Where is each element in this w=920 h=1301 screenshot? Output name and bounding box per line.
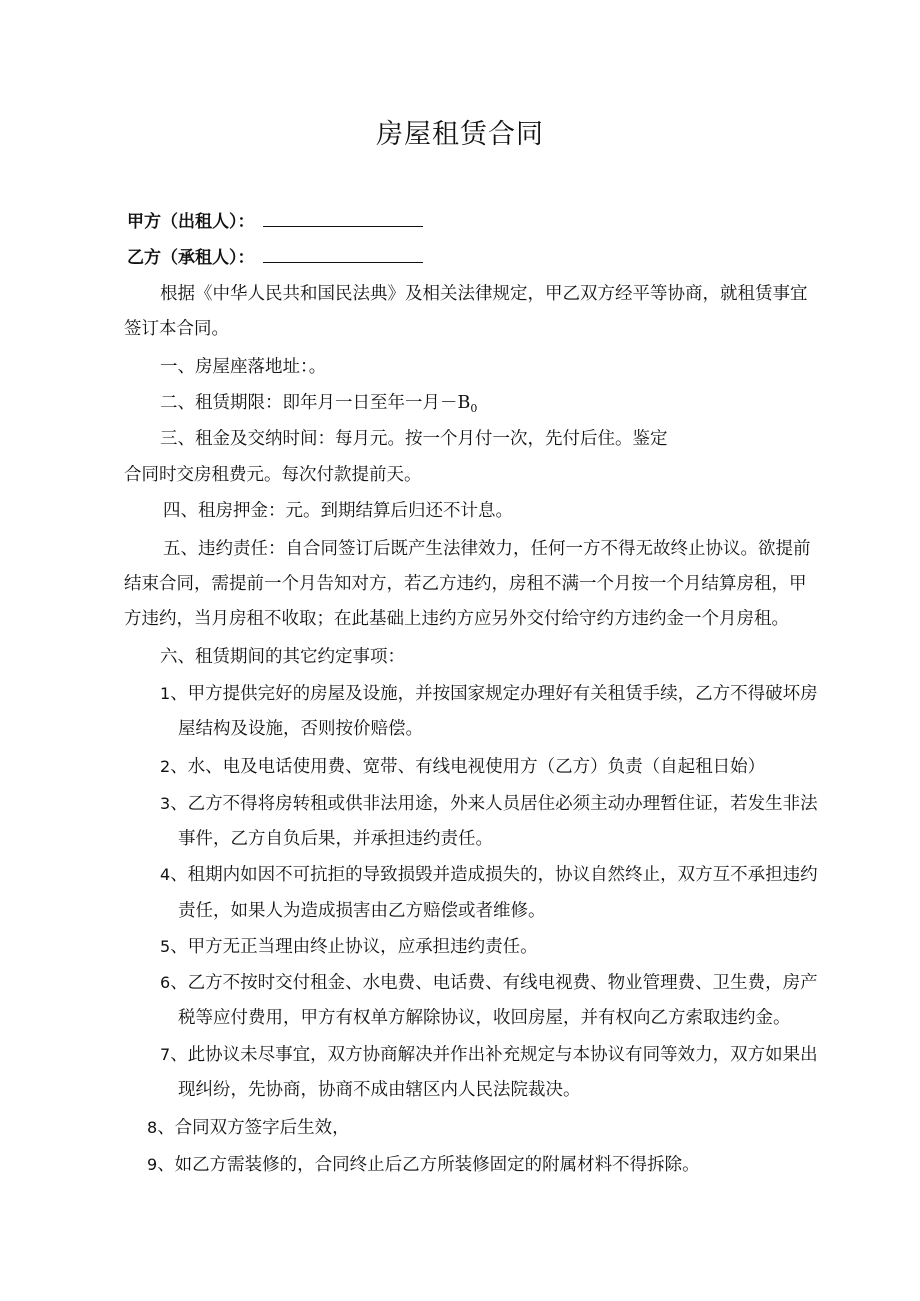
item-text: 、乙方不按时交付租金、水电费、电话费、有线电视费、物业管理费、卫生费，房产 bbox=[170, 973, 818, 993]
party-b-label: 乙方（承租人）： bbox=[127, 248, 255, 268]
section-2-term bbox=[160, 391, 477, 421]
item-continuation: 屋结构及设施，否则按价赔偿。 bbox=[178, 719, 423, 739]
list-item bbox=[160, 792, 818, 816]
party-b-blank bbox=[263, 244, 423, 263]
item-number: 7 bbox=[160, 1045, 171, 1064]
item-continuation: 税等应付费用，甲方有权单方解除协议，收回房屋，并有权向乙方索取违约金。 bbox=[178, 1008, 791, 1028]
item-text: 、合同双方签字后生效， bbox=[157, 1118, 350, 1138]
item-number: 3 bbox=[160, 794, 171, 813]
item-text: 、乙方不得将房转租或供非法用途，外来人员居住必须主动办理暂住证，若发生非法 bbox=[170, 794, 818, 814]
list-item bbox=[160, 863, 818, 887]
item-text: 、此协议未尽事宜，双方协商解决并作出补充规定与本协议有同等效力，双方如果出 bbox=[170, 1045, 818, 1065]
item-number: 5 bbox=[160, 937, 171, 956]
item-continuation: 事件，乙方自负后果，并承担违约责任。 bbox=[178, 829, 493, 849]
party-b-row bbox=[127, 244, 423, 270]
list-item bbox=[147, 1116, 350, 1140]
section-5-line-3: 方违约，当月房租不收取；在此基础上违约方应另外交付给守约方违约金一个月房租。 bbox=[124, 609, 789, 629]
item-text: 、甲方提供完好的房屋及设施，并按国家规定办理好有关租赁手续，乙方不得破坏房 bbox=[170, 684, 818, 704]
intro-line-1: 根据《中华人民共和国民法典》及相关法律规定，甲乙双方经平等协商，就租赁事宜 bbox=[160, 284, 808, 304]
section-5-line-1: 五、违约责任：自合同签订后既产生法律效力，任何一方不得无故终止协议。欲提前 bbox=[163, 539, 811, 559]
section-1-address: 一、房屋座落地址：。 bbox=[160, 357, 327, 377]
party-a-blank bbox=[263, 208, 423, 227]
section-2-text: 二、租赁期限：即年月一日至年一月－B bbox=[160, 393, 471, 413]
list-item bbox=[160, 682, 818, 706]
item-text: 、甲方无正当理由终止协议，应承担违约责任。 bbox=[170, 937, 538, 957]
item-number: 1 bbox=[160, 684, 171, 703]
list-item bbox=[160, 971, 818, 995]
section-3-line-1: 三、租金及交纳时间：每月元。按一个月付一次，先付后住。鉴定 bbox=[160, 429, 668, 449]
section-4-deposit: 四、租房押金：元。到期结算后归还不计息。 bbox=[163, 501, 513, 521]
item-text: 、水、电及电话使用费、宽带、有线电视使用方（乙方）负责（自起租日始） bbox=[170, 757, 766, 777]
section-3-line-2: 合同时交房租费元。每次付款提前天。 bbox=[124, 465, 422, 485]
item-text: 、租期内如因不可抗拒的导致损毁并造成损失的，协议自然终止，双方互不承担违约 bbox=[170, 865, 818, 885]
section-2-subscript: 0 bbox=[470, 402, 478, 415]
item-continuation: 责任，如果人为造成损害由乙方赔偿或者维修。 bbox=[178, 901, 546, 921]
party-a-label: 甲方（出租人）： bbox=[127, 212, 255, 232]
item-text: 、如乙方需装修的，合同终止后乙方所装修固定的附属材料不得拆除。 bbox=[157, 1155, 700, 1175]
item-number: 2 bbox=[160, 757, 171, 776]
item-number: 6 bbox=[160, 973, 171, 992]
intro-line-2: 签订本合同。 bbox=[124, 319, 229, 339]
item-number: 9 bbox=[147, 1155, 158, 1174]
list-item bbox=[160, 935, 538, 959]
section-6-heading: 六、租赁期间的其它约定事项： bbox=[160, 647, 405, 667]
section-5-line-2: 结束合同，需提前一个月告知对方，若乙方违约，房租不满一个月按一个月结算房租，甲 bbox=[124, 574, 807, 594]
item-number: 4 bbox=[160, 865, 171, 884]
document-title: 房屋租赁合同 bbox=[376, 119, 544, 150]
list-item bbox=[147, 1153, 700, 1177]
item-continuation: 现纠纷，先协商，协商不成由辖区内人民法院裁决。 bbox=[178, 1080, 581, 1100]
party-a-row bbox=[127, 208, 423, 234]
item-number: 8 bbox=[147, 1118, 158, 1137]
list-item bbox=[160, 755, 765, 779]
list-item bbox=[160, 1043, 818, 1067]
